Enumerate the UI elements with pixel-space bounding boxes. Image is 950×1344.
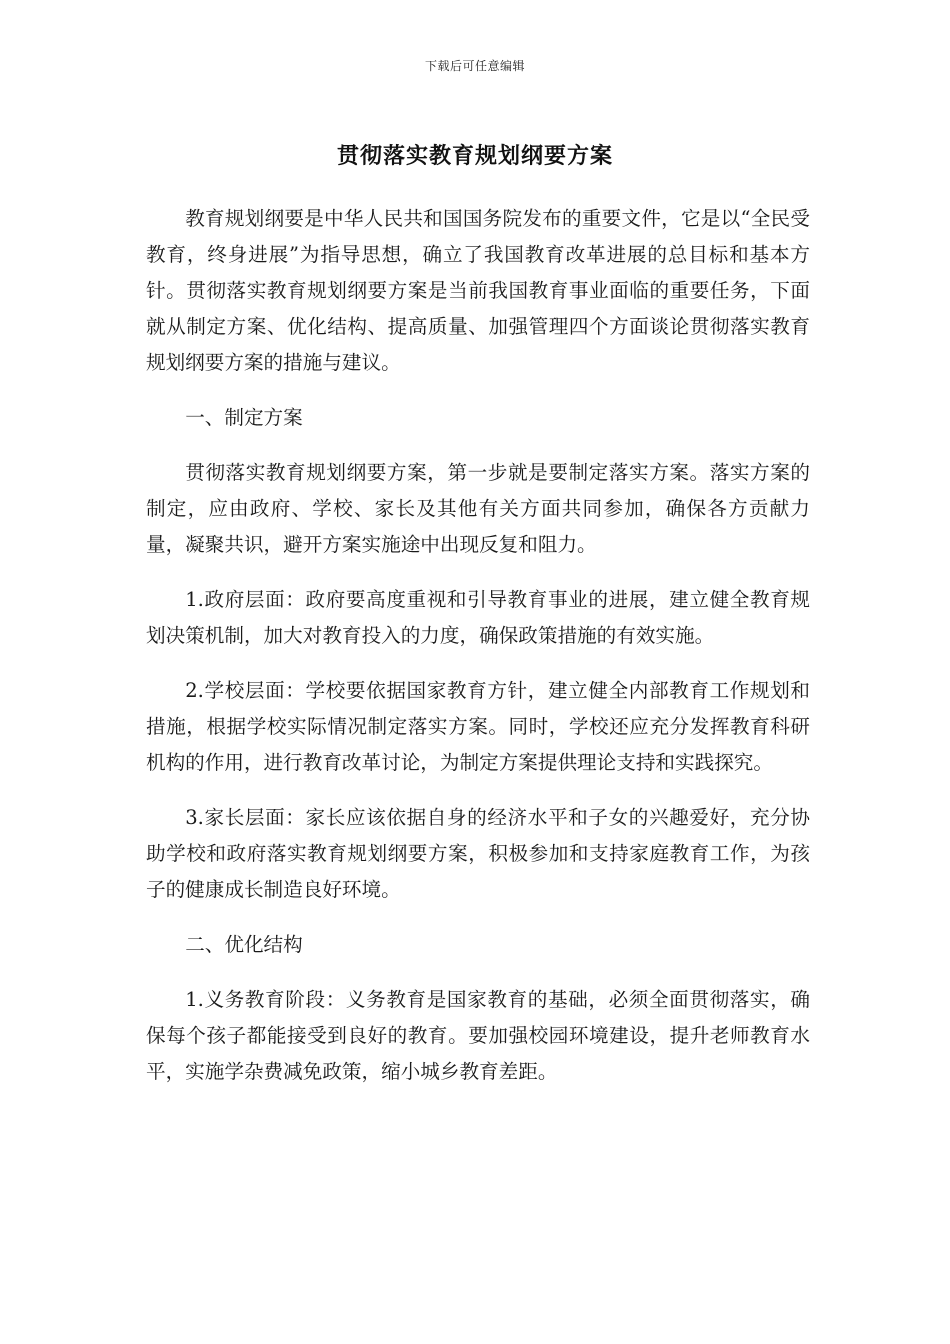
section-heading-2: 二、优化结构 [185,933,303,956]
school-level-paragraph: 2.学校层面：学校要依据国家教育方针，建立健全内部教育工作规划和措施，根据学校实际情况制定落实方案。同时，学校还应充分发挥教育科研机构的作用，进行教育改革讨论，为制定方案提供理论支持和实践探究。 [146,679,810,774]
intro-paragraph: 教育规划纲要是中华人民共和国国务院发布的重要文件，它是以“全民受教育，终身进展”为指导思想，确立了我国教育改革进展的总目标和基本方针。贯彻落实教育规划纲要方案是当前我国教育事业面临的重要任务，下面就从制定方案、优化结构、提高质量、加强管理四个方面谈论贯彻落实教育规划纲要方案的措施与建议。 [146,207,810,374]
section-1-paragraph: 贯彻落实教育规划纲要方案，第一步就是要制定落实方案。落实方案的制定，应由政府、学校、家长及其他有关方面共同参加，确保各方贡献力量，凝聚共识，避开方案实施途中出现反复和阻力。 [146,461,810,556]
document-title: 贯彻落实教育规划纲要方案 [336,144,613,169]
compulsory-education-paragraph: 1.义务教育阶段：义务教育是国家教育的基础，必须全面贯彻落实，确保每个孩子都能接受到良好的教育。要加强校园环境建设，提升老师教育水平，实施学杂费减免政策，缩小城乡教育差距。 [146,988,810,1083]
government-level-paragraph: 1.政府层面：政府要高度重视和引导教育事业的进展，建立健全教育规划决策机制，加大对教育投入的力度，确保政策措施的有效实施。 [146,588,810,647]
parent-level-paragraph: 3.家长层面：家长应该依据自身的经济水平和子女的兴趣爱好，充分协助学校和政府落实教育规划纲要方案，积极参加和支持家庭教育工作，为孩子的健康成长制造良好环境。 [146,806,810,901]
document-body [146,201,810,1109]
section-heading-1: 一、制定方案 [185,406,303,429]
header-note: 下载后可任意编辑 [424,59,525,73]
